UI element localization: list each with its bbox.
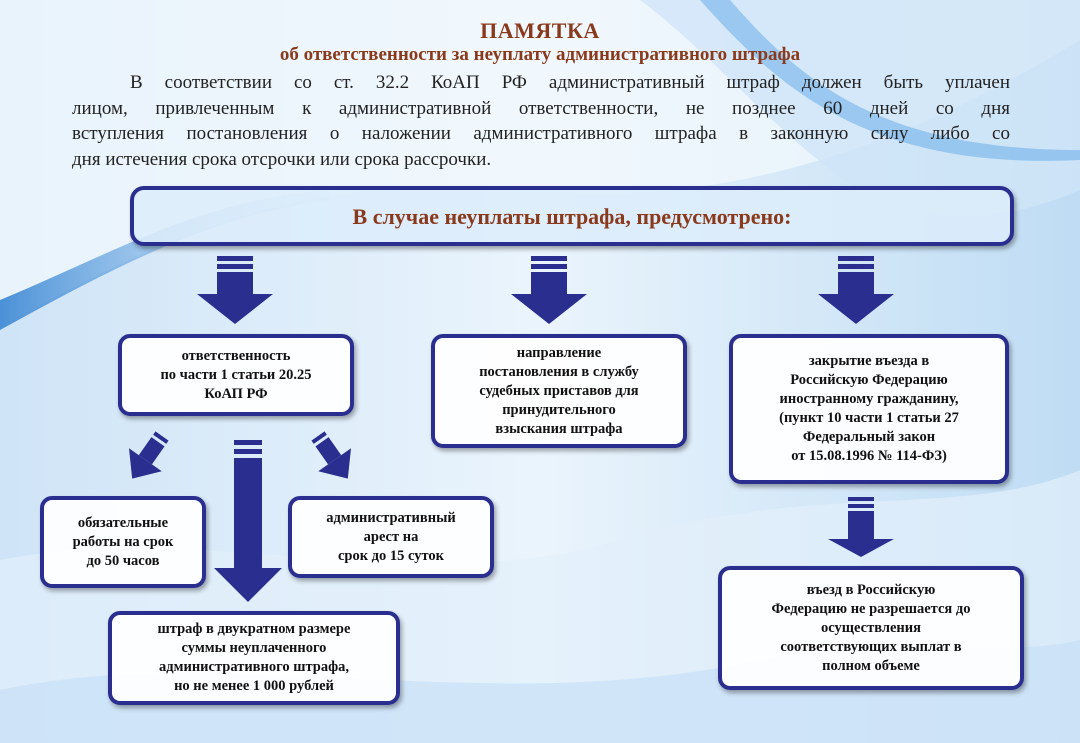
intro-line: вступления постановления о наложении административного штрафа в законную силу либо со	[72, 123, 1010, 144]
down-arrow-icon	[818, 256, 894, 324]
down-arrow-icon	[214, 440, 282, 602]
box-text: (пункт 10 части 1 статьи 27	[779, 410, 959, 426]
box-text: въезд в Российскую	[806, 581, 936, 598]
box-text: судебных приставов для	[479, 382, 639, 399]
box-text: ответственность	[181, 347, 291, 364]
box-text: иностранному гражданину,	[779, 391, 959, 407]
box-text: суммы неуплаченного	[181, 640, 327, 656]
box-text: направление	[516, 344, 602, 361]
diagonal-arrow-icon	[302, 425, 365, 491]
box-text: административный	[326, 509, 456, 526]
box-text: взыскания штрафа	[495, 420, 623, 437]
box-text: КоАП РФ	[204, 385, 268, 402]
box-text: от 15.08.1996 № 114-ФЗ)	[791, 448, 947, 464]
box-text: обязательные	[77, 514, 169, 531]
banner-label: В случае неуплаты штрафа, предусмотрено:	[352, 203, 792, 229]
intro-line: лицом, привлеченным к административной ответственности, не позднее 60 дней со дня	[72, 97, 1010, 119]
box-text: административного штрафа,	[159, 659, 349, 675]
diagonal-arrow-icon	[116, 425, 179, 491]
intro-line: дня истечения срока отсрочки или срока рассрочки.	[72, 148, 492, 170]
box-text: но не менее 1 000 рублей	[174, 678, 334, 694]
box-text: Федерацию не разрешается до	[771, 600, 971, 617]
mandatory-works-box	[40, 496, 206, 588]
page-title: ПАМЯТКА	[480, 18, 600, 43]
box-text: осуществления	[821, 619, 921, 636]
box-text: полном объеме	[822, 657, 920, 674]
bailiffs-box	[431, 334, 687, 448]
box-text: соответствующих выплат в	[780, 638, 962, 655]
box-text: постановления в службу	[479, 363, 639, 380]
intro-line: В соответствии со ст. 32.2 КоАП РФ административный штраф должен быть уплачен	[130, 72, 1010, 93]
box-text: до 50 часов	[86, 552, 160, 569]
administrative-arrest-box	[288, 496, 494, 578]
box-text: по части 1 статьи 20.25	[160, 366, 312, 383]
liability-box	[118, 334, 354, 416]
box-text: арест на	[363, 528, 419, 545]
double-fine-box	[108, 611, 400, 705]
page-subtitle: об ответственности за неуплату административного штрафа	[279, 44, 801, 65]
box-text: принудительного	[502, 401, 616, 418]
entry-ban-box	[729, 334, 1009, 484]
box-text: штраф в двукратном размере	[157, 621, 351, 637]
box-text: Российскую Федерацию	[790, 372, 948, 388]
down-arrow-icon	[511, 256, 587, 324]
box-text: Федеральный закон	[802, 429, 936, 445]
no-entry-box	[718, 566, 1024, 690]
box-text: работы на срок	[72, 533, 174, 550]
box-text: срок до 15 суток	[337, 547, 445, 564]
box-text: закрытие въезда в	[808, 353, 930, 369]
down-arrow-icon	[828, 497, 894, 557]
down-arrow-icon	[197, 256, 273, 324]
